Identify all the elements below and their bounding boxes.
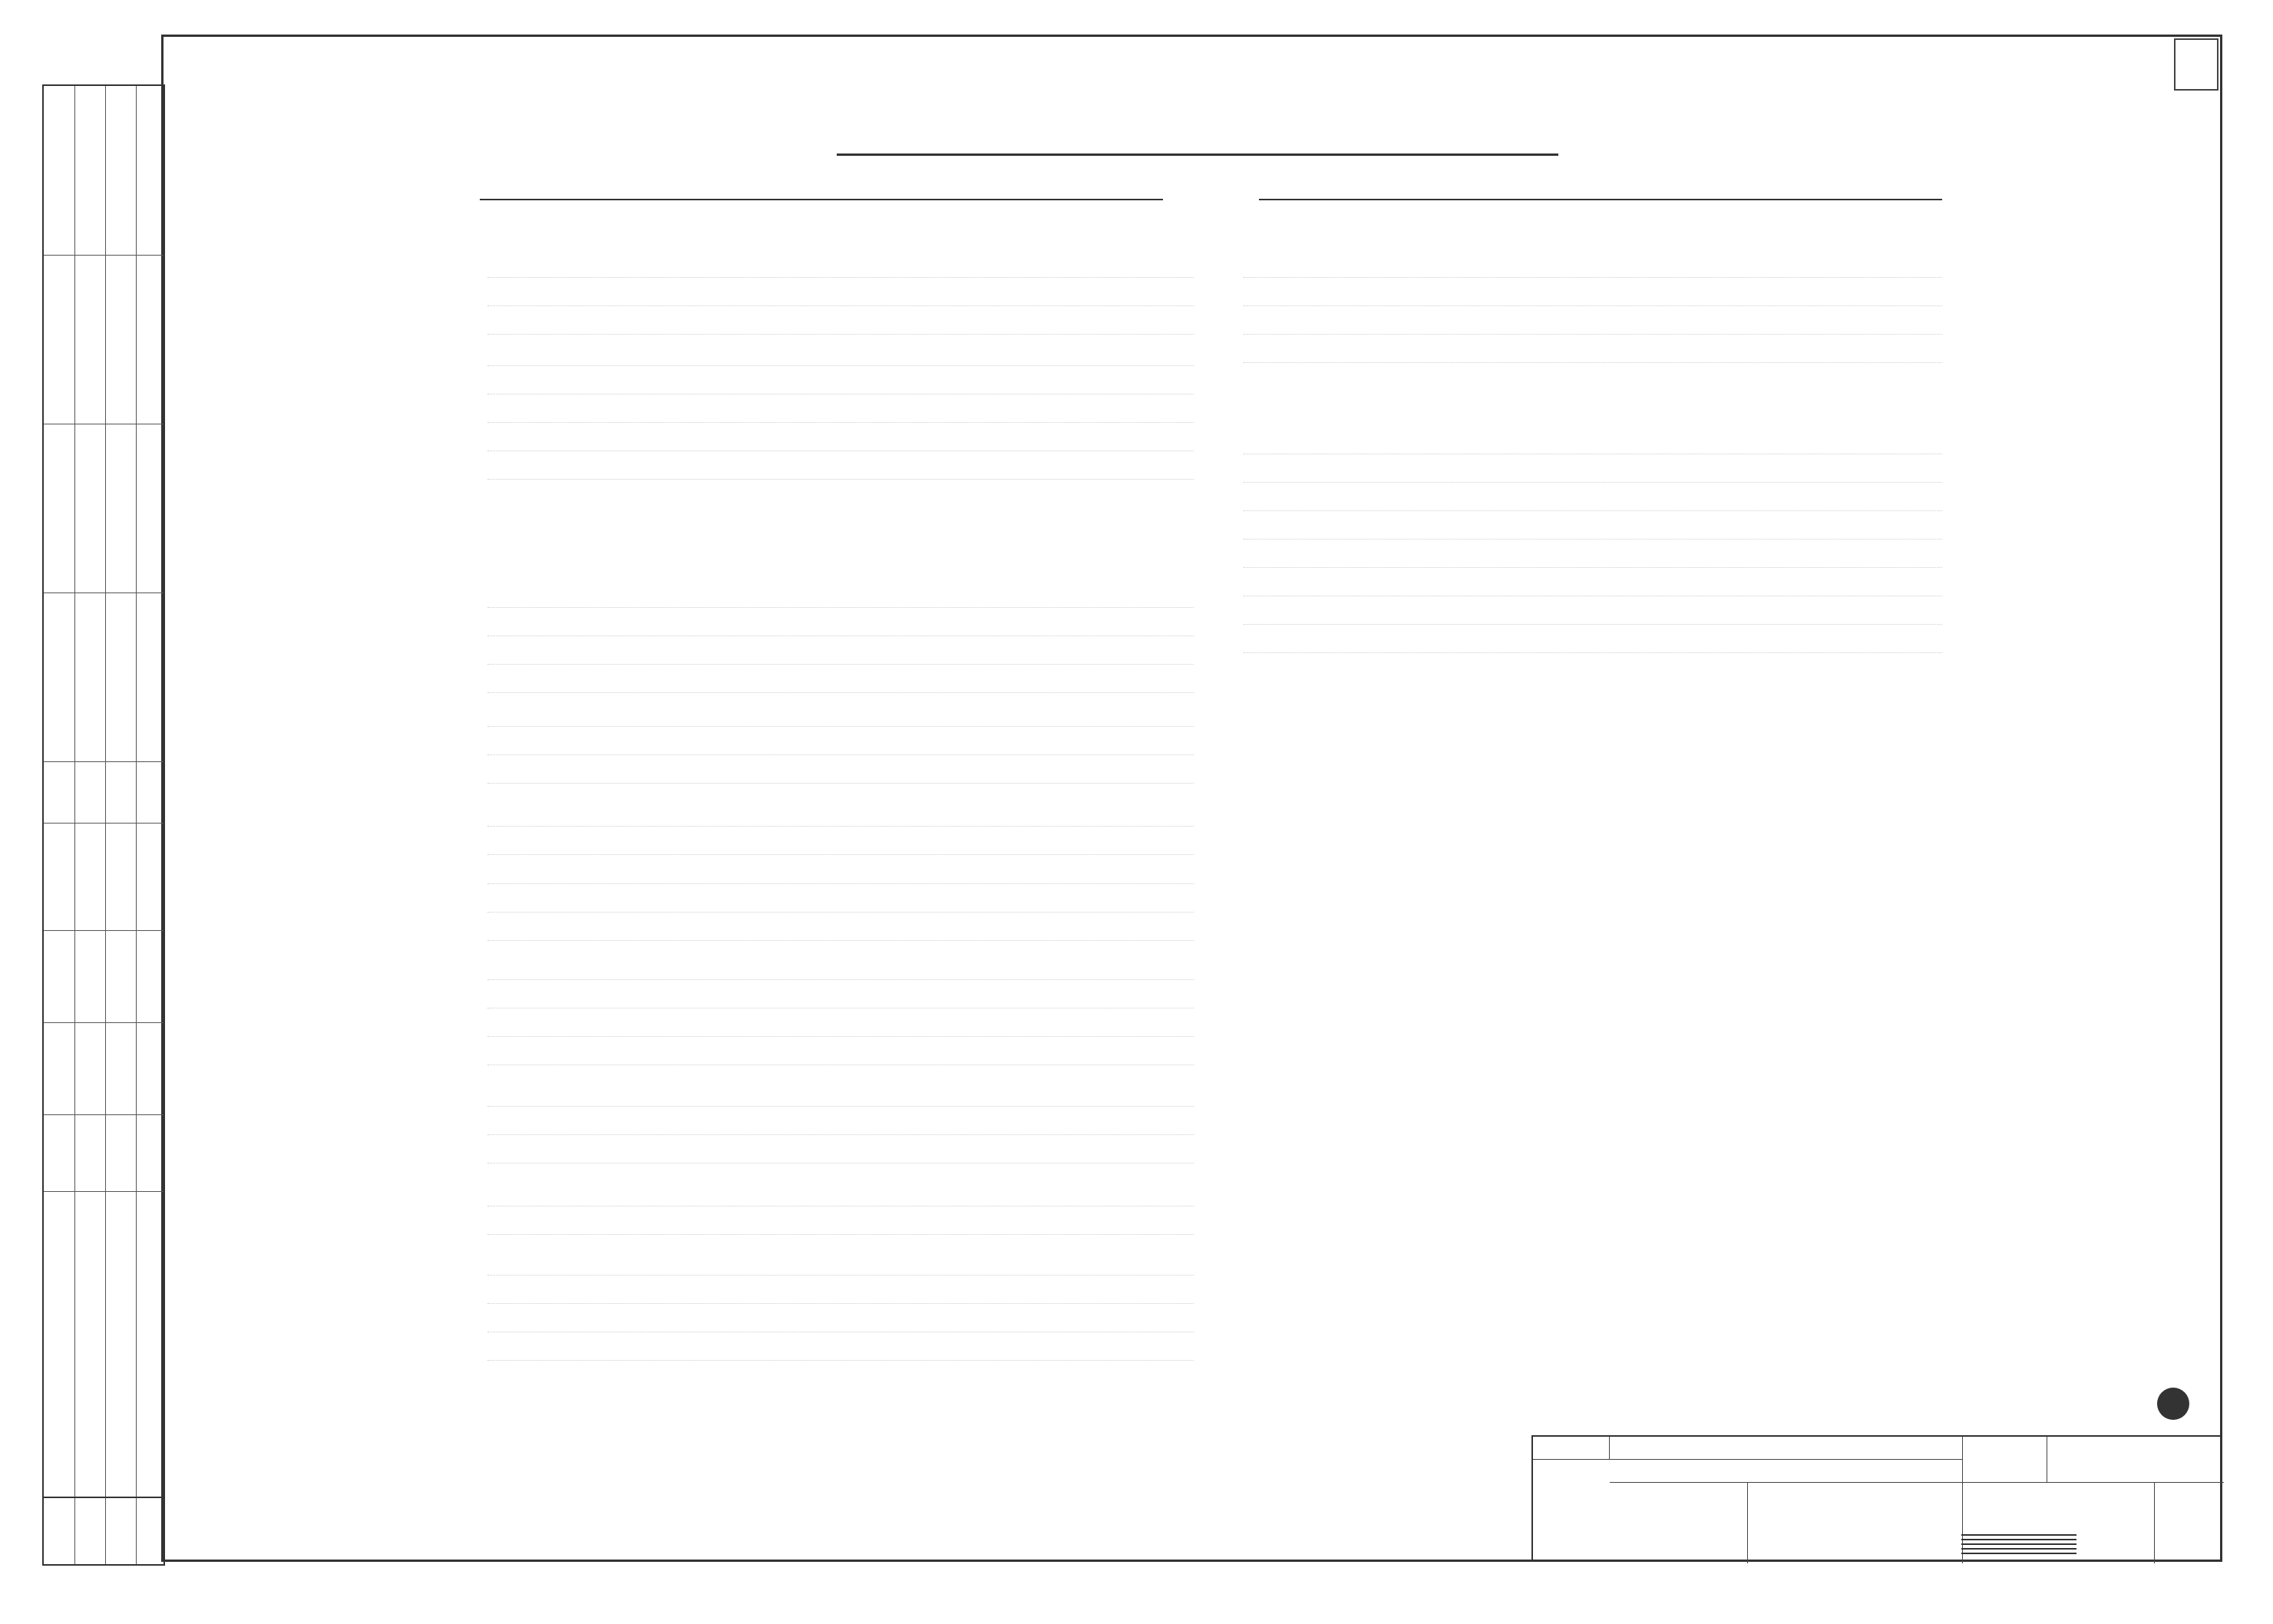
note-line: [487, 1107, 1194, 1135]
note-line: [487, 608, 1194, 636]
note-line: [487, 884, 1194, 913]
note-line: [487, 636, 1194, 665]
note-item: [441, 952, 1194, 1065]
note-line: [487, 278, 1194, 306]
note-line: [487, 1078, 1194, 1107]
hatch-mark: [1961, 1531, 2076, 1554]
note-line: [487, 1008, 1194, 1037]
note-line: [487, 913, 1194, 941]
note-item: [441, 856, 1194, 941]
note-line: [487, 1037, 1194, 1065]
note-line: [1244, 335, 1942, 363]
approval-strip: [42, 84, 165, 1566]
note-item: [441, 249, 1194, 335]
note-item: [1244, 426, 1942, 653]
note-line: [1244, 426, 1942, 454]
note-item: [441, 698, 1194, 784]
note-line: [487, 249, 1194, 278]
note-line: [487, 1276, 1194, 1304]
note-item: [441, 579, 1194, 693]
sheet-code-block: [42, 1497, 165, 1567]
note-line: [1244, 249, 1942, 278]
page-title: [837, 107, 1558, 156]
note-line: [1244, 454, 1942, 483]
note-line: [487, 579, 1194, 608]
note-line: [1244, 483, 1942, 511]
note-item: [441, 338, 1194, 480]
note-line: [487, 856, 1194, 884]
note-item: [441, 1178, 1194, 1235]
note-line: [487, 755, 1194, 784]
note-line: [1244, 568, 1942, 596]
note-item: [441, 1078, 1194, 1164]
note-line: [487, 827, 1194, 855]
note-line: [1244, 540, 1942, 568]
right-column-heading: [1259, 165, 1942, 200]
note-line: [1244, 511, 1942, 540]
note-line: [487, 1178, 1194, 1206]
note-line: [1244, 596, 1942, 625]
note-item: [441, 798, 1194, 855]
sheet-corner-number: [2174, 38, 2218, 91]
note-line: [487, 665, 1194, 693]
note-line: [487, 1332, 1194, 1361]
note-item: [441, 1247, 1194, 1361]
note-line: [487, 394, 1194, 423]
note-line: [487, 1135, 1194, 1164]
note-line: [487, 423, 1194, 451]
note-line: [487, 798, 1194, 827]
note-line: [1244, 278, 1942, 306]
note-line: [1244, 625, 1942, 653]
title-block: [1531, 1435, 2222, 1562]
stamp-mark: [2157, 1388, 2189, 1420]
note-line: [487, 698, 1194, 727]
note-line: [487, 306, 1194, 335]
note-line: [487, 451, 1194, 480]
left-column-heading: [480, 165, 1163, 200]
note-line: [487, 727, 1194, 755]
note-item: [1244, 249, 1942, 363]
note-line: [487, 338, 1194, 366]
note-line: [487, 952, 1194, 980]
note-line: [487, 980, 1194, 1008]
note-line: [487, 1304, 1194, 1332]
note-line: [487, 1247, 1194, 1276]
note-line: [1244, 306, 1942, 335]
note-line: [487, 1206, 1194, 1235]
note-line: [487, 366, 1194, 394]
